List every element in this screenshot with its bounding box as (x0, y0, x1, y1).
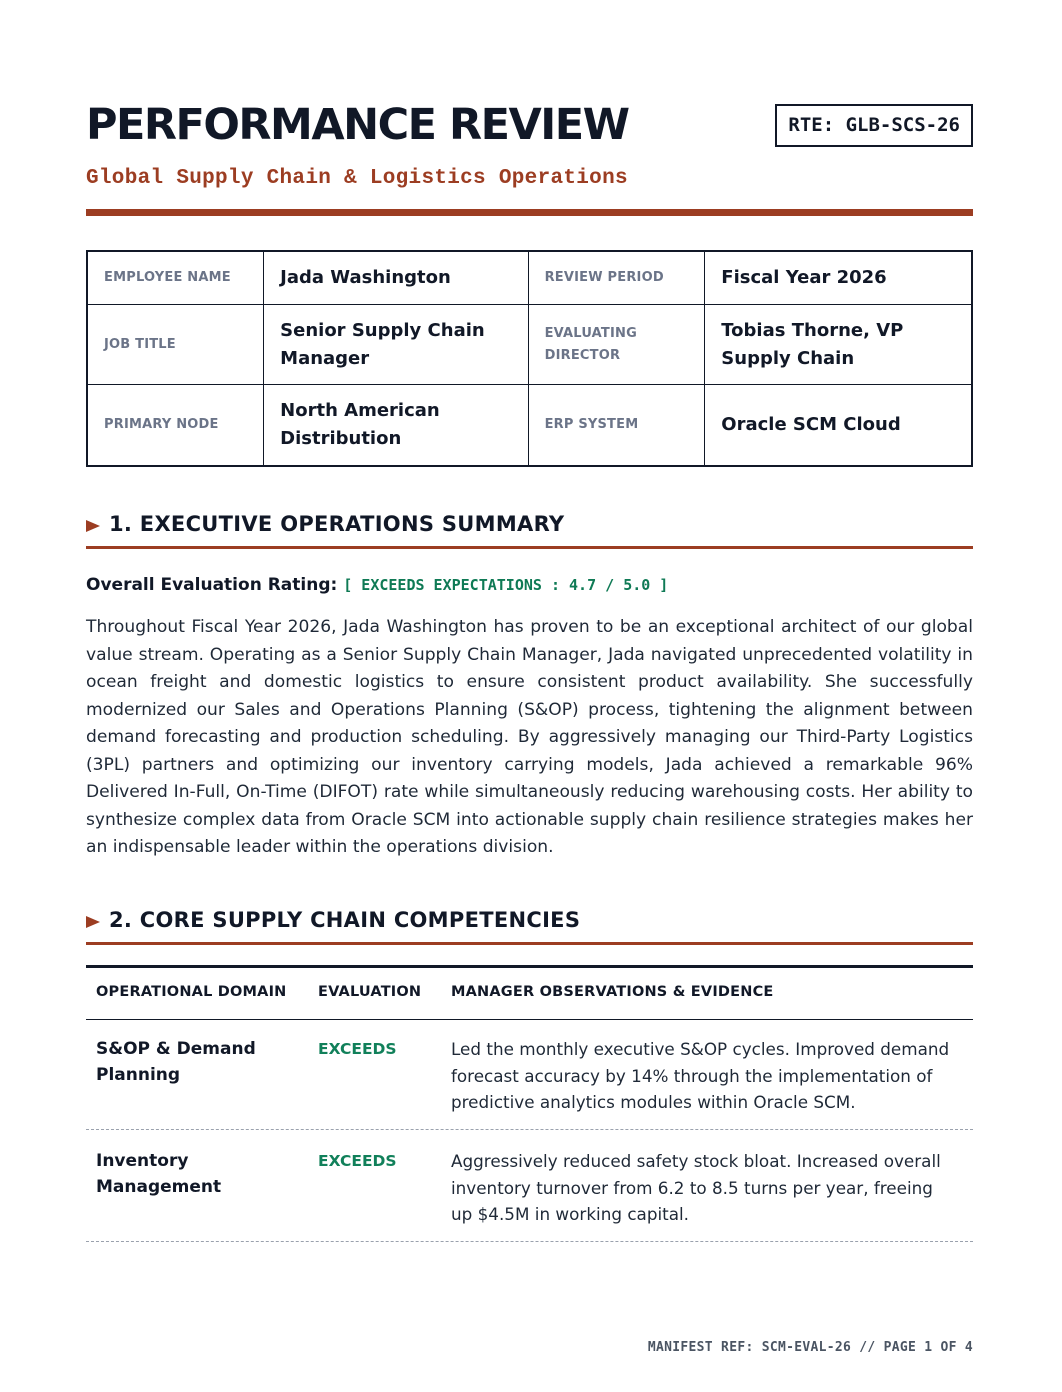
rating-label: Overall Evaluation Rating: (86, 575, 338, 595)
row-evaluation: EXCEEDS (318, 1040, 397, 1058)
job-title-label: JOB TITLE (87, 305, 264, 385)
row-domain: Inventory Management (96, 1151, 222, 1197)
page-footer: MANIFEST REF: SCM-EVAL-26 // PAGE 1 OF 4 (647, 1340, 973, 1355)
column-header-evaluation: EVALUATION (318, 984, 422, 1000)
erp-system-label: ERP SYSTEM (528, 385, 705, 467)
evaluating-director-label: EVALUATING DIRECTOR (528, 305, 705, 385)
section-2-divider (86, 942, 973, 945)
executive-summary-paragraph: Throughout Fiscal Year 2026, Jada Washington has proven to be an exceptional architect of our global value stream. Operating as a Senior Supply Chain Manager, Jada navigated unprecedented volatility in ocean freight and domestic logistics to ensure consistent product availability. She successfully modernized our Sales and Operations Planning (S&OP) process, tightening the alignment between demand forecasting and production scheduling. By aggressively managing our Third-Party Logistics (3PL) partners and optimizing our inventory carrying models, Jada achieved a remarkable 96% Delivered In-Full, On-Time (DIFOT) rate while simultaneously reducing warehousing costs. Her ability to synthesize complex data from Oracle SCM into actionable supply chain resilience strategies makes her an indispensable leader within the operations division. (86, 617, 973, 857)
rating-value: [ EXCEEDS EXPECTATIONS : 4.7 / 5.0 ] (343, 576, 669, 594)
header-divider (86, 209, 973, 216)
employee-name-label: EMPLOYEE NAME (87, 251, 264, 305)
row-separator (86, 1241, 973, 1242)
section-1-title: 1. EXECUTIVE OPERATIONS SUMMARY (109, 512, 565, 536)
section-1-divider (86, 546, 973, 549)
triangle-bullet-icon (86, 520, 100, 532)
primary-node-label: PRIMARY NODE (87, 385, 264, 467)
row-evaluation: EXCEEDS (318, 1152, 397, 1170)
employee-name-value: Jada Washington (264, 251, 528, 305)
row-observation: Aggressively reduced safety stock bloat. Increased overall inventory turnover from 6.2 to 8.5 turns per year, freeing up $4.5M in working capital. (451, 1151, 941, 1224)
column-header-domain: OPERATIONAL DOMAIN (96, 984, 287, 1000)
section-2-title: 2. CORE SUPPLY CHAIN COMPETENCIES (109, 908, 581, 932)
job-title-value: Senior Supply Chain Manager (264, 305, 528, 385)
row-separator (86, 1129, 973, 1130)
evaluating-director-value: Tobias Thorne, VP Supply Chain (705, 305, 972, 385)
column-header-observations: MANAGER OBSERVATIONS & EVIDENCE (451, 984, 774, 1000)
row-observation: Led the monthly executive S&OP cycles. Improved demand forecast accuracy by 14% through the implementation of predictive analytics modules within Oracle SCM. (451, 1039, 950, 1112)
employee-info-table (86, 250, 973, 467)
primary-node-value: North American Distribution (264, 385, 528, 467)
document-header (86, 100, 973, 154)
erp-system-value: Oracle SCM Cloud (705, 385, 972, 467)
triangle-bullet-icon (86, 916, 100, 928)
rte-code-badge: RTE: GLB-SCS-26 (775, 104, 973, 147)
row-domain: S&OP & Demand Planning (96, 1039, 256, 1085)
document-title: PERFORMANCE REVIEW (86, 100, 629, 150)
review-period-label: REVIEW PERIOD (528, 251, 705, 305)
competency-table-header (86, 967, 973, 1020)
overall-rating (86, 574, 668, 596)
review-period-value: Fiscal Year 2026 (705, 251, 972, 305)
document-subtitle: Global Supply Chain & Logistics Operations (86, 167, 628, 190)
